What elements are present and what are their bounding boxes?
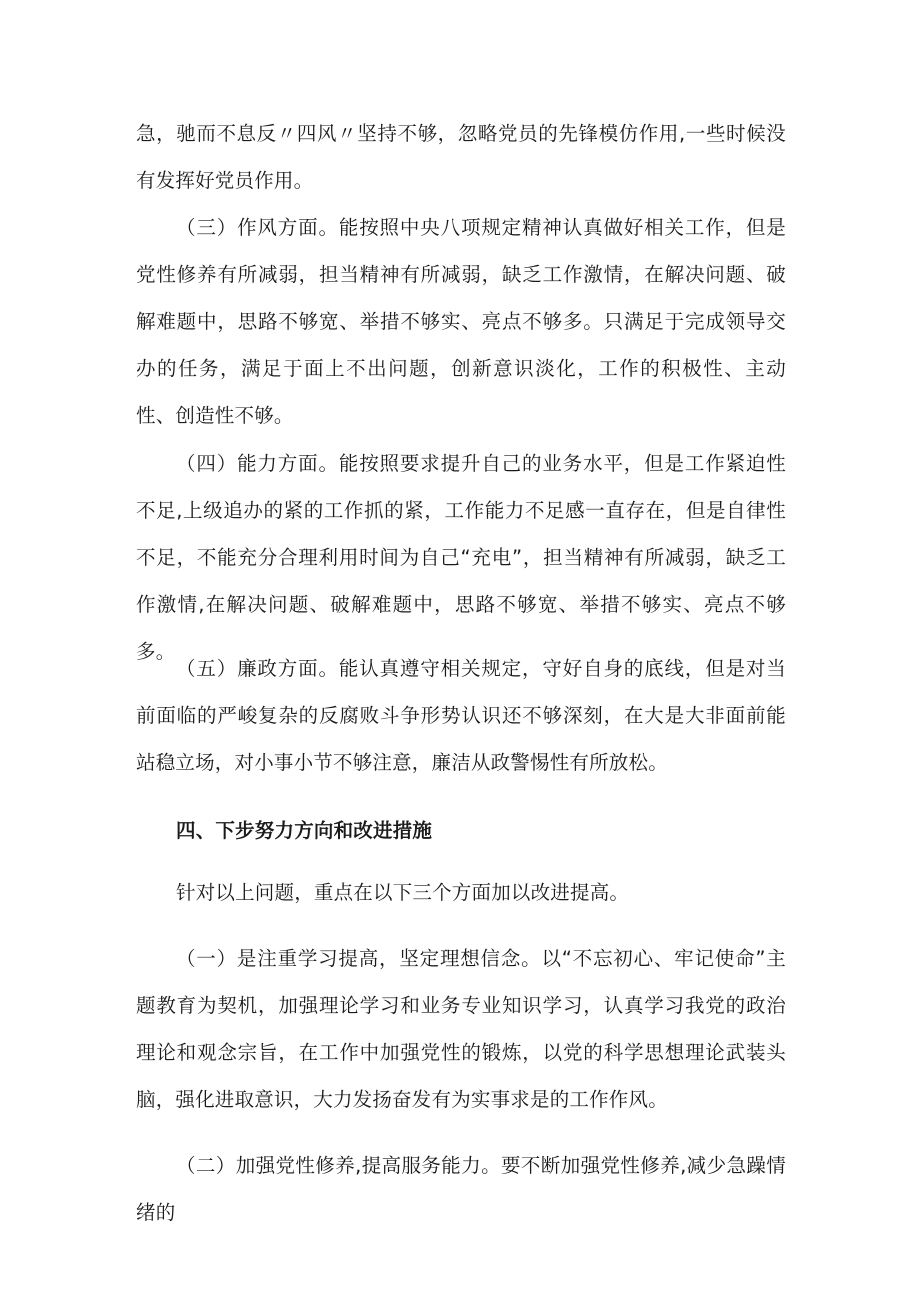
paragraph-intro: 针对以上问题，重点在以下三个方面加以改进提高。	[176, 881, 630, 904]
section-heading-improvement: 四、下步努力方向和改进措施	[176, 819, 433, 842]
paragraph-measure-2: （二）加强党性修养,提高服务能力。要不断加强党性修养,减少急躁情绪的	[136, 1154, 786, 1224]
paragraph-continued: 急，驰而不息反〃四风〃坚持不够，忽略党员的先锋模仿作用,一些时候没有发挥好党员作用。	[136, 122, 786, 192]
paragraph-ability: （四）能力方面。能按照要求提升自己的业务水平，但是工作紧迫性不足,上级追办的紧的工作抓的紧，工作能力不足感一直存在，但是自律性不足，不能充分合理利用时间为自己“充电”，担当精神有所减弱，缺乏工作激情,在解决问题、破解难题中，思路不够宽、举措不够实、亮点不够多。	[136, 452, 786, 663]
paragraph-work-style: （三）作风方面。能按照中央八项规定精神认真做好相关工作，但是党性修养有所减弱，担当精神有所减弱，缺乏工作激情，在解决问题、破解难题中，思路不够宽、举措不够实、亮点不够多。只满足于完成领导交办的任务，满足于面上不出问题，创新意识淡化，工作的积极性、主动性、创造性不够。	[136, 216, 786, 427]
paragraph-integrity: （五）廉政方面。能认真遵守相关规定，守好自身的底线，但是对当前面临的严峻复杂的反腐败斗争形势认识还不够深刻，在大是大非面前能站稳立场，对小事小节不够注意，廉洁从政警惕性有所放松。	[136, 657, 786, 774]
paragraph-measure-1: （一）是注重学习提高，坚定理想信念。以“不忘初心、牢记使命”主题教育为契机，加强理论学习和业务专业知识学习，认真学习我党的政治理论和观念宗旨，在工作中加强党性的锻炼，以党的科学思想理论武装头脑，强化进取意识，大力发扬奋发有为实事求是的工作作风。	[136, 947, 786, 1111]
